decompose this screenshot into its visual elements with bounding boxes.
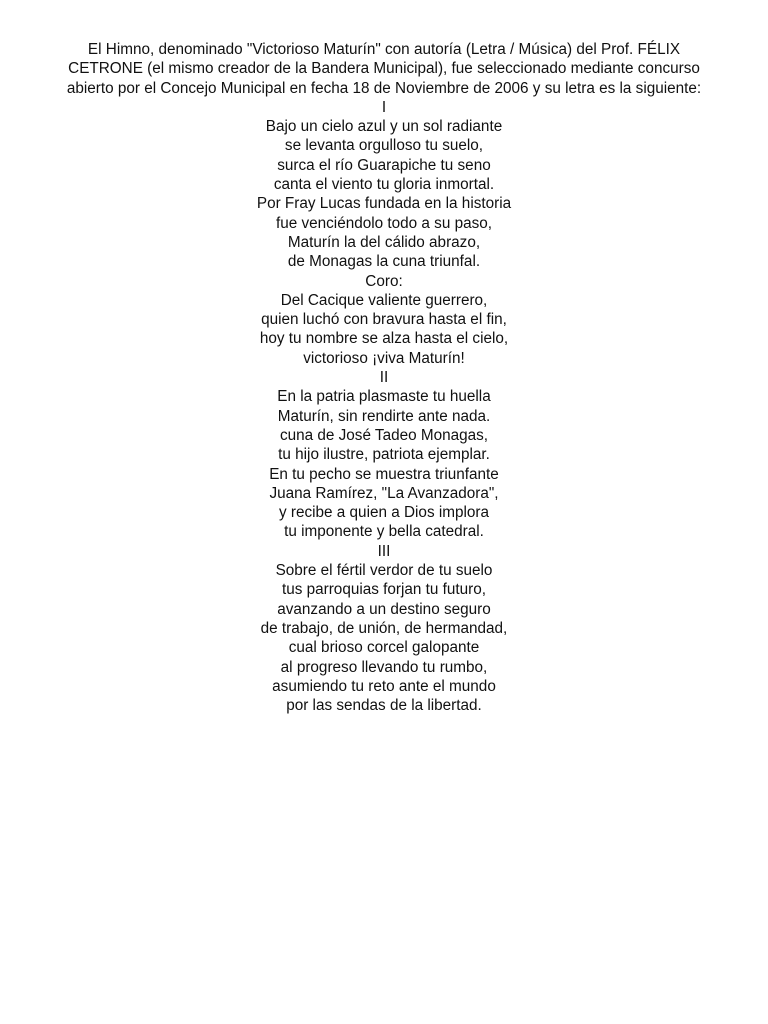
verse-line: se levanta orgulloso tu suelo, bbox=[284, 137, 484, 155]
verse-line: hoy tu nombre se alza hasta el cielo, bbox=[259, 330, 509, 348]
verse-line: de trabajo, de unión, de hermandad, bbox=[260, 619, 508, 637]
verse-line: por las sendas de la libertad. bbox=[286, 697, 482, 715]
verse-line: asumiendo tu reto ante el mundo bbox=[272, 677, 496, 695]
verse-line: quien luchó con bravura hasta el fin, bbox=[261, 311, 507, 329]
verse-line: al progreso llevando tu rumbo, bbox=[280, 658, 488, 676]
verse-line: Del Cacique valiente guerrero, bbox=[280, 291, 488, 309]
verse-line: tu hijo ilustre, patriota ejemplar. bbox=[278, 446, 490, 464]
verse-line: tu imponente y bella catedral. bbox=[284, 523, 484, 541]
intro-paragraph bbox=[40, 40, 728, 98]
verse-line: fue venciéndolo todo a su paso, bbox=[275, 214, 493, 232]
document-content bbox=[40, 40, 728, 715]
stanza-1 bbox=[40, 98, 728, 272]
verse-line: Maturín la del cálido abrazo, bbox=[287, 233, 481, 251]
verse-line: Bajo un cielo azul y un sol radiante bbox=[265, 118, 503, 136]
verse-line: victorioso ¡viva Maturín! bbox=[303, 349, 465, 367]
stanza-heading: I bbox=[381, 98, 387, 116]
verse-line: canta el viento tu gloria inmortal. bbox=[273, 176, 495, 194]
verse-line: cual brioso corcel galopante bbox=[288, 639, 480, 657]
intro-line: El Himno, denominado "Victorioso Maturín" con autoría (Letra / Música) del Prof. FÉLIX bbox=[87, 41, 681, 58]
stanza-3 bbox=[40, 542, 728, 716]
verse-line: avanzando a un destino seguro bbox=[277, 600, 491, 618]
chorus bbox=[40, 272, 728, 368]
verse-line: Por Fray Lucas fundada en la historia bbox=[256, 195, 512, 213]
verse-line: Juana Ramírez, "La Avanzadora", bbox=[269, 484, 499, 502]
chorus-heading: Coro: bbox=[365, 272, 403, 290]
stanza-2 bbox=[40, 368, 728, 542]
verse-line: En tu pecho se muestra triunfante bbox=[269, 465, 499, 483]
verse-line: de Monagas la cuna triunfal. bbox=[287, 253, 481, 271]
stanza-heading: II bbox=[379, 369, 389, 387]
verse-line: En la patria plasmaste tu huella bbox=[277, 388, 491, 406]
verse-line: tus parroquias forjan tu futuro, bbox=[281, 581, 487, 599]
verse-line: Sobre el fértil verdor de tu suelo bbox=[275, 562, 493, 580]
verse-line: y recibe a quien a Dios implora bbox=[278, 504, 489, 522]
verse-line: surca el río Guarapiche tu seno bbox=[277, 156, 491, 174]
verse-line: Maturín, sin rendirte ante nada. bbox=[277, 407, 491, 425]
verse-line: cuna de José Tadeo Monagas, bbox=[279, 426, 489, 444]
stanza-heading: III bbox=[377, 542, 391, 560]
intro-line: abierto por el Concejo Municipal en fecha 18 de Noviembre de 2006 y su letra es la siguiente: bbox=[66, 79, 702, 97]
intro-line: CETRONE (el mismo creador de la Bandera Municipal), fue seleccionado mediante concurso bbox=[68, 60, 700, 78]
